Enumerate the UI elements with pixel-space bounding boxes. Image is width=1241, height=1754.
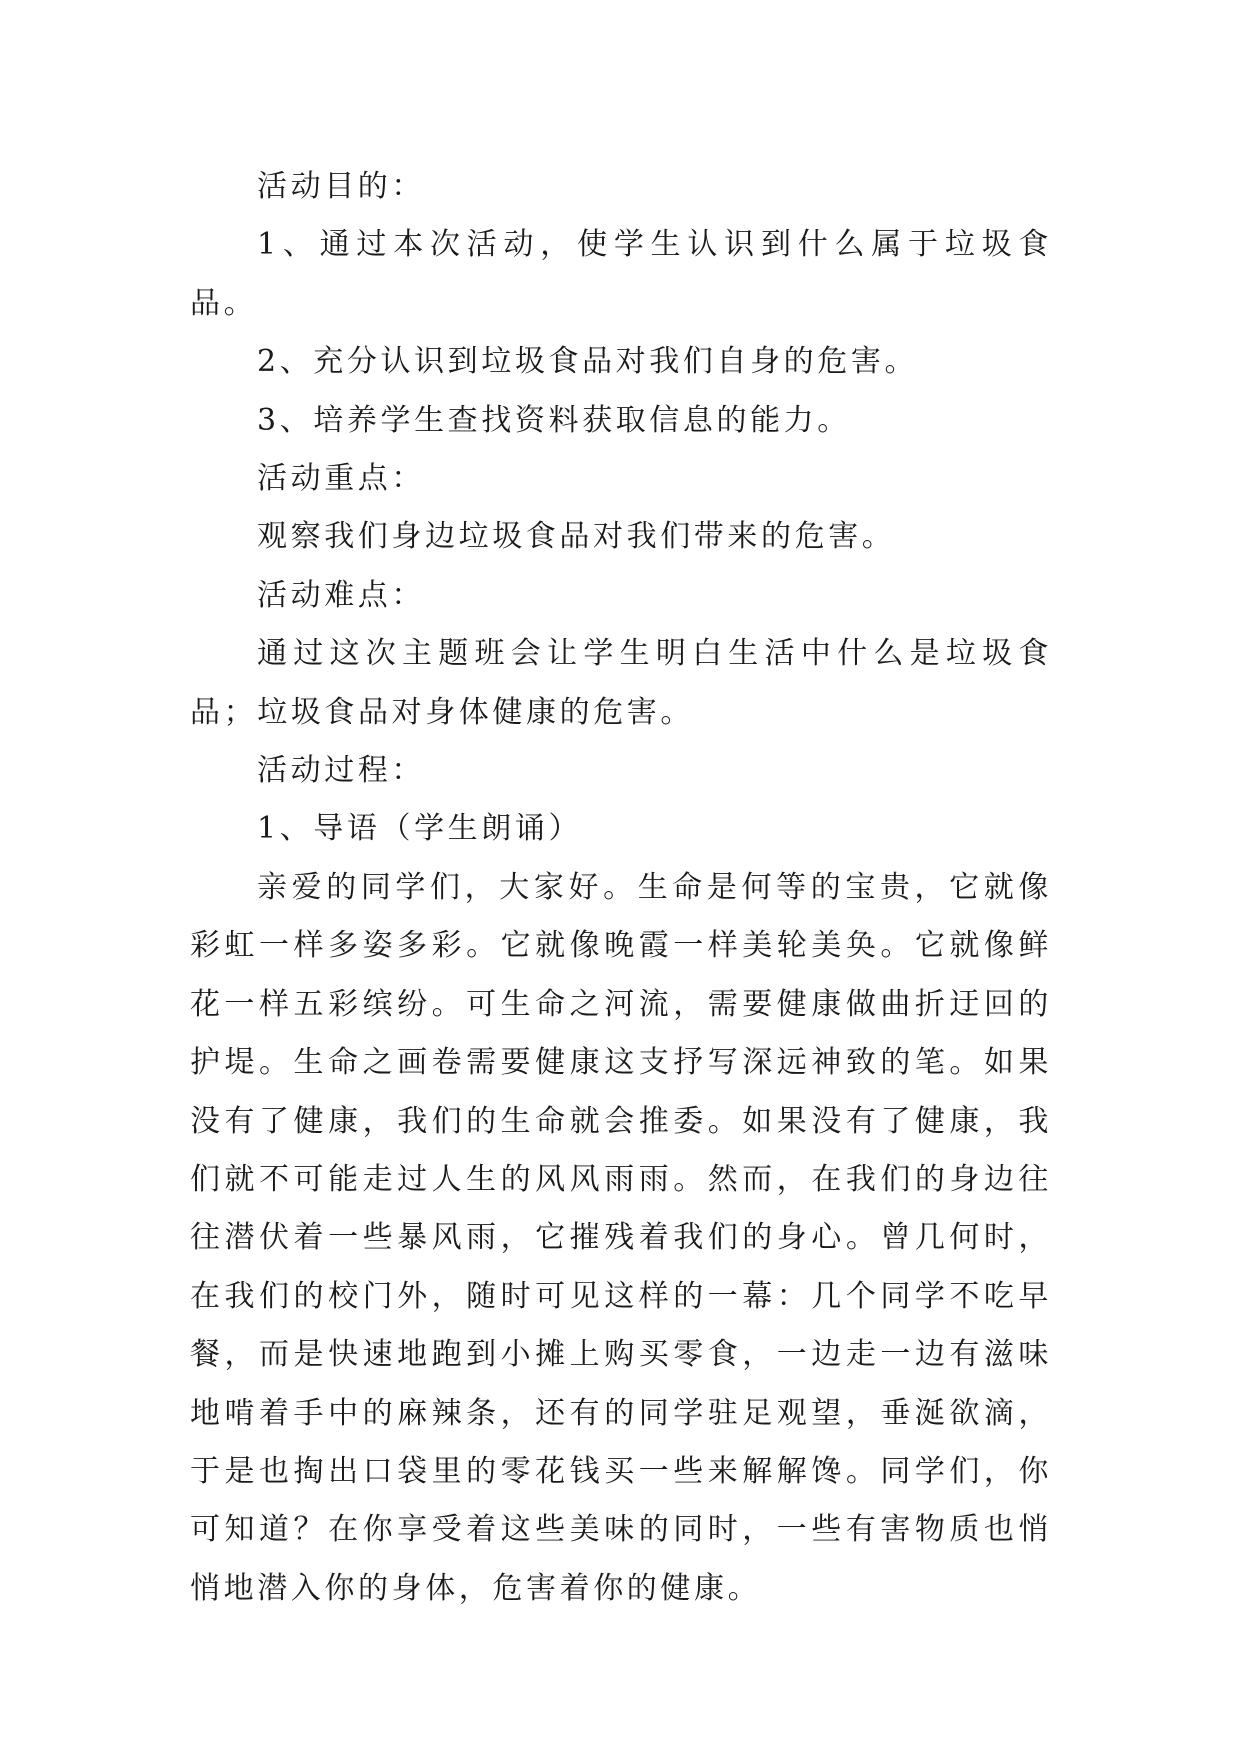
document-body [190, 158, 1052, 1618]
heading-activity-difficulty: 活动难点： [257, 577, 425, 613]
purpose-item-2: 2、充分认识到垃圾食品对我们自身的危害。 [257, 344, 919, 380]
heading-activity-process: 活动过程： [257, 753, 425, 789]
focus-text: 观察我们身边垃圾食品对我们带来的危害。 [257, 519, 896, 555]
difficulty-text: 通过这次主题班会让学生明白生活中什么是垃圾食品；垃圾食品对身体健康的危害。 [190, 636, 1052, 730]
recitation-text: 亲爱的同学们，大家好。生命是何等的宝贵，它就像彩虹一样多姿多彩。它就像晚霞一样美轮美奂。它就像鲜花一样五彩缤纷。可生命之河流，需要健康做曲折迂回的护堤。生命之画卷需要健康这支抒写深远神致的笔。如果没有了健康，我们的生命就会推委。如果没有了健康，我们就不可能走过人生的风风雨雨。然而，在我们的身边往往潜伏着一些暴风雨，它摧残着我们的身心。曾几何时，在我们的校门外，随时可见这样的一幕：几个同学不吃早餐，而是快速地跑到小摊上购买零食，一边走一边有滋味地啃着手中的麻辣条，还有的同学驻足观望，垂涎欲滴，于是也掏出口袋里的零花钱买一些来解解馋。同学们，你可知道？在你享受着这些美味的同时，一些有害物质也悄悄地潜入你的身体，危害着你的健康。 [190, 869, 1052, 1606]
purpose-item-3: 3、培养学生查找资料获取信息的能力。 [257, 402, 851, 438]
heading-activity-focus: 活动重点： [257, 461, 425, 497]
purpose-item-1: 1、通过本次活动，使学生认识到什么属于垃圾食品。 [190, 227, 1052, 321]
process-step-1-title: 1、导语（学生朗诵） [257, 811, 583, 847]
heading-activity-purpose: 活动目的： [257, 169, 425, 204]
